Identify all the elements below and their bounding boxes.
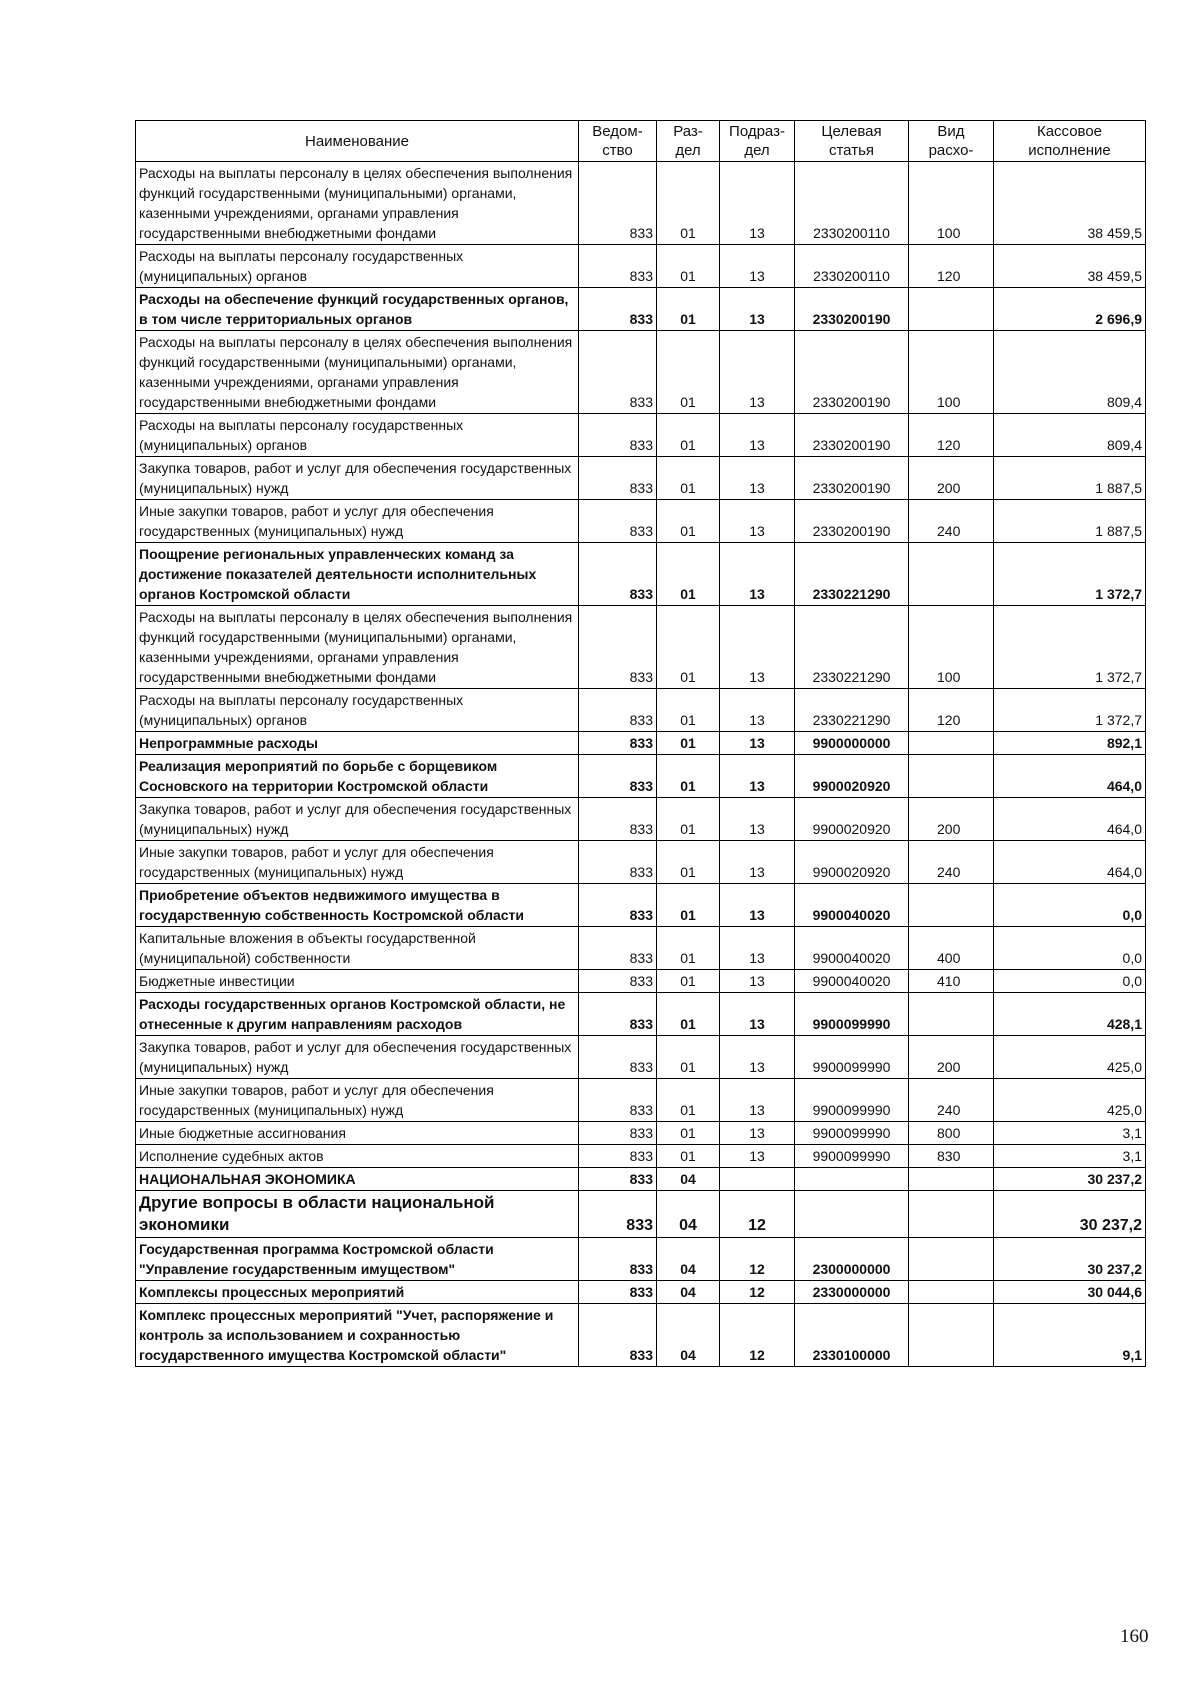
cell-podrazdel: 13 (720, 331, 795, 414)
cell-name: Закупка товаров, работ и услуг для обеспечения государственных (муниципальных) нужд (136, 1036, 579, 1079)
cell-podrazdel: 13 (720, 1122, 795, 1145)
cell-vid-rashodov: 120 (909, 689, 994, 732)
cell-vid-rashodov: 100 (909, 331, 994, 414)
table-row (136, 245, 1146, 288)
table-row (136, 927, 1146, 970)
cell-kassovoe-ispolnenie: 464,0 (994, 841, 1146, 884)
cell-vid-rashodov (909, 1281, 994, 1304)
cell-podrazdel: 13 (720, 543, 795, 606)
table-row (136, 841, 1146, 884)
cell-vedomstvo: 833 (579, 1122, 657, 1145)
table-row (136, 798, 1146, 841)
cell-vid-rashodov: 410 (909, 970, 994, 993)
cell-vedomstvo: 833 (579, 993, 657, 1036)
cell-vid-rashodov: 240 (909, 841, 994, 884)
cell-vedomstvo: 833 (579, 288, 657, 331)
cell-kassovoe-ispolnenie: 30 237,2 (994, 1191, 1146, 1238)
cell-vid-rashodov: 100 (909, 162, 994, 245)
cell-vedomstvo: 833 (579, 1191, 657, 1238)
table-row (136, 755, 1146, 798)
cell-name: Комплекс процессных мероприятий "Учет, распоряжение и контроль за использованием и сохранностью государственного имущества Костромской области" (136, 1304, 579, 1367)
cell-vid-rashodov: 200 (909, 457, 994, 500)
cell-podrazdel: 13 (720, 1145, 795, 1168)
table-row (136, 1168, 1146, 1191)
cell-name: НАЦИОНАЛЬНАЯ ЭКОНОМИКА (136, 1168, 579, 1191)
cell-vedomstvo: 833 (579, 798, 657, 841)
cell-kassovoe-ispolnenie: 38 459,5 (994, 162, 1146, 245)
cell-celevaya-statya: 2300000000 (795, 1238, 909, 1281)
cell-name: Расходы на выплаты персоналу государственных (муниципальных) органов (136, 414, 579, 457)
header-row (136, 121, 1146, 162)
cell-celevaya-statya: 9900040020 (795, 970, 909, 993)
cell-razdel: 01 (657, 414, 720, 457)
cell-celevaya-statya: 2330200190 (795, 288, 909, 331)
cell-kassovoe-ispolnenie: 809,4 (994, 414, 1146, 457)
cell-razdel: 01 (657, 457, 720, 500)
cell-celevaya-statya: 2330200190 (795, 500, 909, 543)
cell-vid-rashodov: 100 (909, 606, 994, 689)
table-row (136, 1281, 1146, 1304)
cell-podrazdel: 13 (720, 288, 795, 331)
cell-name: Иные закупки товаров, работ и услуг для обеспечения государственных (муниципальных) нужд (136, 841, 579, 884)
cell-vedomstvo: 833 (579, 755, 657, 798)
cell-name: Закупка товаров, работ и услуг для обеспечения государственных (муниципальных) нужд (136, 457, 579, 500)
cell-kassovoe-ispolnenie: 1 372,7 (994, 606, 1146, 689)
cell-vedomstvo: 833 (579, 245, 657, 288)
cell-vid-rashodov (909, 732, 994, 755)
cell-name: Расходы на выплаты персоналу в целях обеспечения выполнения функций государственными (муниципальными) органами, казенными учреждениями, органами управления государственными внебюджетными фондами (136, 606, 579, 689)
cell-razdel: 01 (657, 755, 720, 798)
cell-vedomstvo: 833 (579, 1036, 657, 1079)
cell-vedomstvo: 833 (579, 1079, 657, 1122)
cell-vedomstvo: 833 (579, 689, 657, 732)
cell-kassovoe-ispolnenie: 428,1 (994, 993, 1146, 1036)
cell-podrazdel: 12 (720, 1191, 795, 1238)
cell-celevaya-statya: 2330200190 (795, 331, 909, 414)
cell-vedomstvo: 833 (579, 1281, 657, 1304)
cell-razdel: 01 (657, 543, 720, 606)
cell-name: Исполнение судебных актов (136, 1145, 579, 1168)
cell-vedomstvo: 833 (579, 1304, 657, 1367)
cell-razdel: 04 (657, 1281, 720, 1304)
cell-razdel: 01 (657, 970, 720, 993)
cell-vedomstvo: 833 (579, 543, 657, 606)
expenditure-table (135, 120, 1146, 1367)
cell-kassovoe-ispolnenie: 38 459,5 (994, 245, 1146, 288)
cell-celevaya-statya: 9900099990 (795, 1079, 909, 1122)
cell-name: Расходы государственных органов Костромской области, не отнесенные к другим направлениям расходов (136, 993, 579, 1036)
cell-celevaya-statya: 9900000000 (795, 732, 909, 755)
cell-vedomstvo: 833 (579, 884, 657, 927)
cell-podrazdel: 13 (720, 162, 795, 245)
cell-kassovoe-ispolnenie: 892,1 (994, 732, 1146, 755)
cell-vid-rashodov: 120 (909, 414, 994, 457)
cell-vid-rashodov: 400 (909, 927, 994, 970)
cell-podrazdel: 13 (720, 732, 795, 755)
cell-vid-rashodov (909, 884, 994, 927)
cell-podrazdel: 12 (720, 1304, 795, 1367)
table-row (136, 884, 1146, 927)
table-row (136, 543, 1146, 606)
cell-name: Капитальные вложения в объекты государственной (муниципальной) собственности (136, 927, 579, 970)
cell-name: Иные закупки товаров, работ и услуг для обеспечения государственных (муниципальных) нужд (136, 500, 579, 543)
cell-kassovoe-ispolnenie: 3,1 (994, 1145, 1146, 1168)
table-row (136, 457, 1146, 500)
cell-name: Расходы на выплаты персоналу государственных (муниципальных) органов (136, 689, 579, 732)
cell-name: Иные бюджетные ассигнования (136, 1122, 579, 1145)
cell-name: Закупка товаров, работ и услуг для обеспечения государственных (муниципальных) нужд (136, 798, 579, 841)
cell-vedomstvo: 833 (579, 1168, 657, 1191)
cell-vedomstvo: 833 (579, 970, 657, 993)
cell-vedomstvo: 833 (579, 841, 657, 884)
table-row (136, 732, 1146, 755)
cell-kassovoe-ispolnenie: 30 237,2 (994, 1168, 1146, 1191)
cell-podrazdel (720, 1168, 795, 1191)
table-row (136, 689, 1146, 732)
cell-razdel: 01 (657, 884, 720, 927)
cell-razdel: 01 (657, 927, 720, 970)
cell-kassovoe-ispolnenie: 30 044,6 (994, 1281, 1146, 1304)
cell-podrazdel: 13 (720, 606, 795, 689)
cell-celevaya-statya: 2330200190 (795, 414, 909, 457)
cell-celevaya-statya: 2330221290 (795, 543, 909, 606)
cell-name: Расходы на выплаты персоналу в целях обеспечения выполнения функций государственными (муниципальными) органами, казенными учреждениями, органами управления государственными внебюджетными фондами (136, 331, 579, 414)
cell-podrazdel: 13 (720, 1079, 795, 1122)
cell-celevaya-statya: 9900099990 (795, 1036, 909, 1079)
cell-razdel: 04 (657, 1238, 720, 1281)
header-podrazdel: Подраз- дел (720, 121, 795, 162)
cell-name: Другие вопросы в области национальной экономики (136, 1191, 579, 1238)
cell-celevaya-statya: 9900099990 (795, 993, 909, 1036)
cell-razdel: 04 (657, 1304, 720, 1367)
cell-razdel: 01 (657, 331, 720, 414)
header-kassovoe-ispolnenie: Кассовое исполнение (994, 121, 1146, 162)
table-row (136, 1122, 1146, 1145)
cell-vedomstvo: 833 (579, 457, 657, 500)
cell-razdel: 01 (657, 606, 720, 689)
cell-podrazdel: 13 (720, 500, 795, 543)
cell-kassovoe-ispolnenie: 1 887,5 (994, 457, 1146, 500)
cell-kassovoe-ispolnenie: 464,0 (994, 798, 1146, 841)
cell-celevaya-statya: 9900020920 (795, 841, 909, 884)
cell-vid-rashodov: 800 (909, 1122, 994, 1145)
cell-celevaya-statya: 2330200110 (795, 162, 909, 245)
cell-razdel: 01 (657, 1079, 720, 1122)
table-row (136, 288, 1146, 331)
cell-celevaya-statya: 9900099990 (795, 1145, 909, 1168)
cell-vid-rashodov: 240 (909, 1079, 994, 1122)
cell-celevaya-statya (795, 1168, 909, 1191)
table-row (136, 1036, 1146, 1079)
header-vedomstvo: Ведом- ство (579, 121, 657, 162)
cell-kassovoe-ispolnenie: 0,0 (994, 884, 1146, 927)
cell-kassovoe-ispolnenie: 3,1 (994, 1122, 1146, 1145)
cell-celevaya-statya: 9900020920 (795, 755, 909, 798)
cell-razdel: 01 (657, 689, 720, 732)
cell-celevaya-statya: 2330000000 (795, 1281, 909, 1304)
cell-vid-rashodov: 200 (909, 798, 994, 841)
cell-name: Непрограммные расходы (136, 732, 579, 755)
cell-razdel: 01 (657, 1036, 720, 1079)
cell-kassovoe-ispolnenie: 0,0 (994, 970, 1146, 993)
cell-kassovoe-ispolnenie: 1 372,7 (994, 543, 1146, 606)
cell-vid-rashodov (909, 993, 994, 1036)
cell-name: Расходы на выплаты персоналу государственных (муниципальных) органов (136, 245, 579, 288)
cell-podrazdel: 13 (720, 755, 795, 798)
cell-name: Иные закупки товаров, работ и услуг для обеспечения государственных (муниципальных) нужд (136, 1079, 579, 1122)
cell-vid-rashodov (909, 543, 994, 606)
cell-podrazdel: 13 (720, 798, 795, 841)
cell-podrazdel: 12 (720, 1281, 795, 1304)
table-row (136, 414, 1146, 457)
table-row (136, 500, 1146, 543)
cell-kassovoe-ispolnenie: 30 237,2 (994, 1238, 1146, 1281)
cell-vid-rashodov (909, 755, 994, 798)
cell-vid-rashodov (909, 1168, 994, 1191)
table-row (136, 993, 1146, 1036)
cell-razdel: 01 (657, 245, 720, 288)
cell-podrazdel: 13 (720, 245, 795, 288)
cell-name: Расходы на выплаты персоналу в целях обеспечения выполнения функций государственными (муниципальными) органами, казенными учреждениями, органами управления государственными внебюджетными фондами (136, 162, 579, 245)
cell-vedomstvo: 833 (579, 732, 657, 755)
cell-podrazdel: 13 (720, 927, 795, 970)
cell-vedomstvo: 833 (579, 500, 657, 543)
table-row (136, 1238, 1146, 1281)
cell-razdel: 01 (657, 1145, 720, 1168)
header-name: Наименование (136, 121, 579, 162)
table-row (136, 970, 1146, 993)
cell-vid-rashodov (909, 1304, 994, 1367)
cell-razdel: 01 (657, 798, 720, 841)
cell-razdel: 01 (657, 288, 720, 331)
cell-celevaya-statya: 2330200110 (795, 245, 909, 288)
cell-name: Приобретение объектов недвижимого имущества в государственную собственность Костромской области (136, 884, 579, 927)
cell-vedomstvo: 833 (579, 1238, 657, 1281)
cell-podrazdel: 13 (720, 884, 795, 927)
table-row (136, 1191, 1146, 1238)
table-body (136, 162, 1146, 1367)
cell-vid-rashodov (909, 1238, 994, 1281)
cell-vid-rashodov: 830 (909, 1145, 994, 1168)
cell-celevaya-statya: 2330221290 (795, 606, 909, 689)
cell-celevaya-statya: 2330221290 (795, 689, 909, 732)
cell-vedomstvo: 833 (579, 1145, 657, 1168)
cell-celevaya-statya (795, 1191, 909, 1238)
cell-kassovoe-ispolnenie: 809,4 (994, 331, 1146, 414)
cell-razdel: 01 (657, 1122, 720, 1145)
cell-name: Поощрение региональных управленческих команд за достижение показателей деятельности исполнительных органов Костромской области (136, 543, 579, 606)
cell-razdel: 01 (657, 732, 720, 755)
cell-kassovoe-ispolnenie: 425,0 (994, 1036, 1146, 1079)
cell-celevaya-statya: 9900040020 (795, 927, 909, 970)
cell-kassovoe-ispolnenie: 0,0 (994, 927, 1146, 970)
cell-podrazdel: 13 (720, 689, 795, 732)
cell-vedomstvo: 833 (579, 927, 657, 970)
cell-podrazdel: 13 (720, 1036, 795, 1079)
cell-kassovoe-ispolnenie: 1 372,7 (994, 689, 1146, 732)
cell-kassovoe-ispolnenie: 1 887,5 (994, 500, 1146, 543)
cell-vid-rashodov: 120 (909, 245, 994, 288)
cell-vedomstvo: 833 (579, 606, 657, 689)
cell-podrazdel: 13 (720, 457, 795, 500)
header-razdel: Раз- дел (657, 121, 720, 162)
cell-kassovoe-ispolnenie: 464,0 (994, 755, 1146, 798)
cell-celevaya-statya: 9900020920 (795, 798, 909, 841)
table-row (136, 162, 1146, 245)
table-row (136, 1145, 1146, 1168)
table-row (136, 1304, 1146, 1367)
table-row (136, 1079, 1146, 1122)
cell-vedomstvo: 833 (579, 162, 657, 245)
cell-vedomstvo: 833 (579, 414, 657, 457)
cell-vid-rashodov: 200 (909, 1036, 994, 1079)
cell-name: Государственная программа Костромской области "Управление государственным имуществом" (136, 1238, 579, 1281)
cell-celevaya-statya: 9900040020 (795, 884, 909, 927)
cell-celevaya-statya: 9900099990 (795, 1122, 909, 1145)
cell-kassovoe-ispolnenie: 9,1 (994, 1304, 1146, 1367)
cell-podrazdel: 13 (720, 970, 795, 993)
cell-podrazdel: 13 (720, 414, 795, 457)
header-vid-rashodov: Вид расхо- (909, 121, 994, 162)
cell-vedomstvo: 833 (579, 331, 657, 414)
cell-kassovoe-ispolnenie: 425,0 (994, 1079, 1146, 1122)
cell-podrazdel: 13 (720, 841, 795, 884)
table-row (136, 331, 1146, 414)
cell-razdel: 04 (657, 1168, 720, 1191)
header-celevaya-statya: Целевая статья (795, 121, 909, 162)
cell-name: Расходы на обеспечение функций государственных органов, в том числе территориальных органов (136, 288, 579, 331)
cell-razdel: 04 (657, 1191, 720, 1238)
cell-razdel: 01 (657, 500, 720, 543)
cell-celevaya-statya: 2330200190 (795, 457, 909, 500)
cell-razdel: 01 (657, 993, 720, 1036)
cell-podrazdel: 13 (720, 993, 795, 1036)
page-number: 160 (1120, 1626, 1149, 1647)
cell-razdel: 01 (657, 162, 720, 245)
cell-celevaya-statya: 2330100000 (795, 1304, 909, 1367)
table-row (136, 606, 1146, 689)
cell-kassovoe-ispolnenie: 2 696,9 (994, 288, 1146, 331)
cell-vid-rashodov (909, 1191, 994, 1238)
cell-podrazdel: 12 (720, 1238, 795, 1281)
cell-name: Бюджетные инвестиции (136, 970, 579, 993)
cell-vid-rashodov (909, 288, 994, 331)
cell-vid-rashodov: 240 (909, 500, 994, 543)
cell-name: Комплексы процессных мероприятий (136, 1281, 579, 1304)
cell-name: Реализация мероприятий по борьбе с борщевиком Сосновского на территории Костромской области (136, 755, 579, 798)
cell-razdel: 01 (657, 841, 720, 884)
